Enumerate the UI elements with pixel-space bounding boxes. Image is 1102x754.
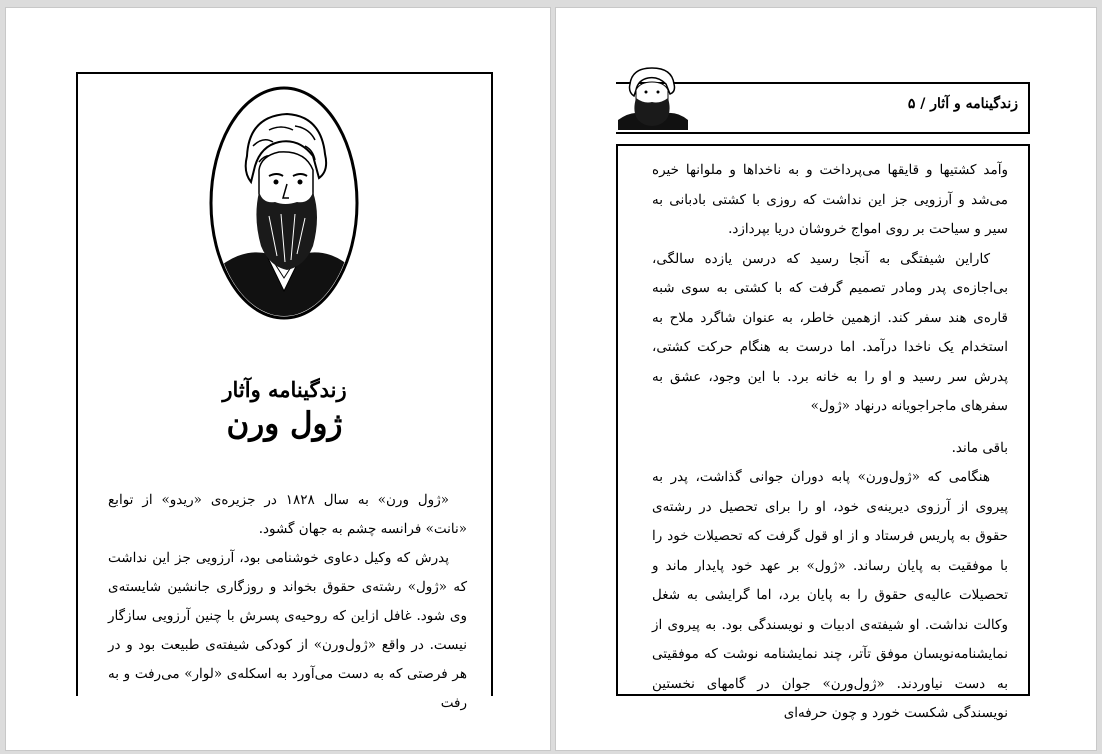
paragraph: هنگامی که «ژول‌ورن» پابه دوران جوانی گذاشت، پدر به پیروی از آرزوی دیرینه‌ی خود، او را برای تحصیل در رشته‌ی حقوق به پاریس فرستاد و از او قول گرفت که تحصیلات خود را با موفقیت به پایان رساند. «ژول» بر عهد خود پایدار ماند و تحصیلات عالیه‌ی حقوق را به پایان برد، اما گرایشی به شغل وکالت نداشت. او شیفته‌ی ادبیات و نویسندگی بود. به پیروی از نمایشنامه‌نویسان موفق تآتر، چند نمایشنامه نوشت که موفقیتی به دست نیاوردند. «ژول‌ورن» جوان در گامهای نخستین نویسندگی شکست خورد و چون حرفه‌ای [652, 469, 1008, 721]
paragraph: «ژول ورن» به سال ۱۸۲۸ در جزیره‌ی «ریدو» از توابع «نانت» فرانسه چشم به جهان گشود. [108, 492, 467, 537]
book-subtitle: زندگینامه وآثار [222, 377, 347, 402]
paragraph: وآمد کشتیها و قایقها می‌پرداخت و به ناخداها و ملوانها خیره می‌شد و آرزویی جز این نداشت که روزی با کشتی بادبانی به سیر و سیاحت بر روی امواج خروشان دریا بپردازد. [652, 162, 1008, 237]
right-body-frame [616, 144, 1030, 721]
paragraph: باقی ماند. [951, 439, 1008, 456]
left-page [6, 8, 550, 750]
cover-frame [76, 72, 493, 711]
right-page [556, 8, 1096, 750]
book-title-block [78, 376, 491, 444]
running-header-text: زندگینامه و آثار / ۵ [907, 96, 1018, 112]
portrait-illustration [209, 86, 359, 320]
book-title: ژول ورن [226, 406, 343, 442]
left-body-text [108, 486, 467, 718]
right-body-text [652, 156, 1008, 729]
paragraph: پدرش که وکیل دعاوی خوشنامی بود، آرزویی جز این نداشت که «ژول» رشته‌ی حقوق بخواند و روزگاری جانشین شایسته‌ی وی شود. غافل ازاین که روحیه‌ی پسرش با چنین آرزویی سازگار نیست. در واقع «ژول‌ورن» از کودکی شیفته‌ی طبیعت بود و در هر فرصتی که به دست می‌آورد به اسکله‌ی «لوار» می‌رفت و به رفت [108, 550, 467, 711]
header-portrait-icon [614, 62, 692, 130]
paragraph: کاراین شیفتگی به آنجا رسید که درسن یازده سالگی، بی‌اجازه‌ی پدر ومادر تصمیم گرفت که با کشتی به سوی شبه قاره‌ی هند سفر کند. ازهمین خاطر، به عنوان شاگرد ملاح به استخدام یک ناخدا درآمد. اما درست به هنگام حرکت کشتی، پدرش سر رسید و او را به خانه برد. با این وجود، عشق به سفرهای ماجراجویانه درنهاد «ژول» [652, 250, 1008, 414]
